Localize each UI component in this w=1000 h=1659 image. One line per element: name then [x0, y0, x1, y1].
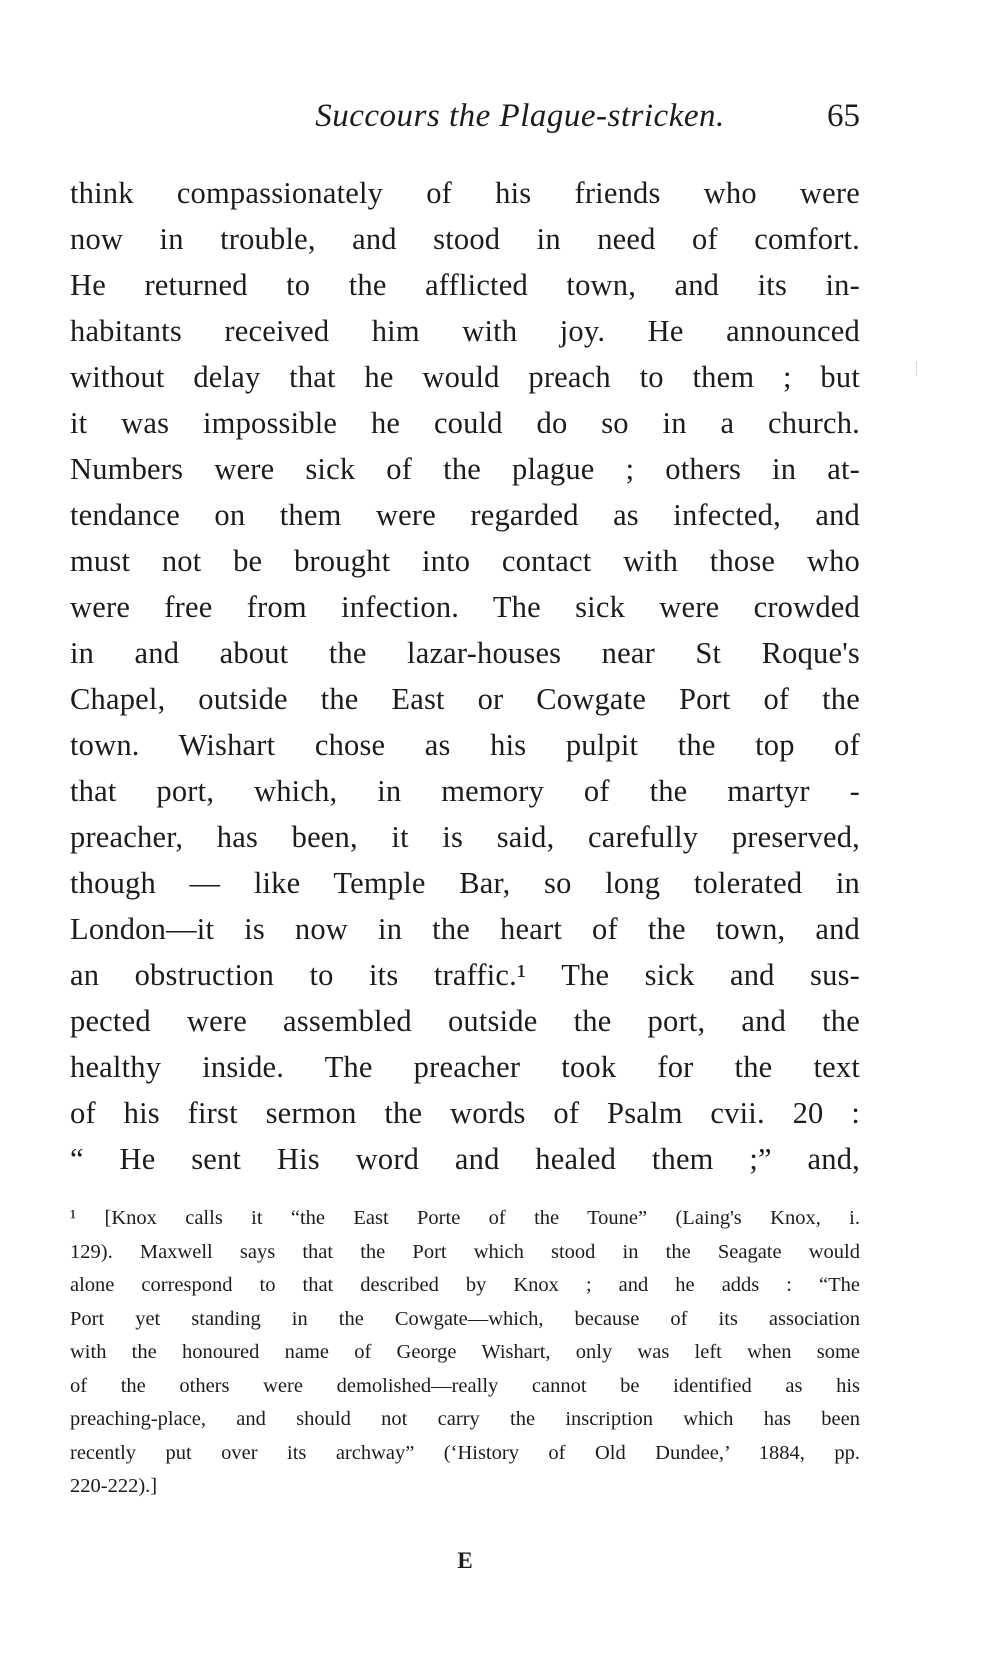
text-line: now in trouble, and stood in need of comfort.: [70, 222, 860, 256]
text-line: habitants received him with joy. He announced: [70, 314, 860, 348]
text-line: London—it is now in the heart of the town, and: [70, 912, 860, 946]
text-line: without delay that he would preach to them ; but: [70, 360, 860, 394]
text-line: pected were assembled outside the port, and the: [70, 1004, 860, 1038]
footnote-line: alone correspond to that described by Knox ; and he adds : “The: [70, 1274, 860, 1296]
text-line: town. Wishart chose as his pulpit the top of: [70, 728, 860, 762]
text-line: Chapel, outside the East or Cowgate Port of the: [70, 682, 860, 716]
footnote-line: with the honoured name of George Wishart, only was left when some: [70, 1341, 860, 1363]
body-text: [70, 170, 860, 1182]
text-line: healthy inside. The preacher took for the text: [70, 1050, 860, 1084]
text-line: were free from infection. The sick were crowded: [70, 590, 860, 624]
footnote-line: Port yet standing in the Cowgate—which, because of its association: [70, 1307, 860, 1330]
running-title: Succours the Plague-stricken.: [315, 98, 725, 134]
text-line: in and about the lazar-houses near St Roque's: [70, 636, 860, 670]
footnote-line: 220-222).]: [70, 1475, 158, 1497]
margin-speck: [916, 362, 919, 376]
footnote: [70, 1202, 860, 1504]
signature-mark: E: [457, 1548, 473, 1573]
footnote-line: preaching-place, and should not carry the inscription which has been: [70, 1408, 860, 1430]
footnote-line: of the others were demolished—really cannot be identified as his: [70, 1374, 860, 1397]
text-line: preacher, has been, it is said, carefully preserved,: [70, 820, 860, 854]
text-line: must not be brought into contact with those who: [70, 544, 860, 578]
text-line: tendance on them were regarded as infected, and: [70, 498, 860, 532]
text-line: that port, which, in memory of the martyr -: [70, 774, 860, 808]
footnote-line: recently put over its archway” (‘History of Old Dundee,’ 1884, pp.: [70, 1441, 860, 1464]
text-line: Numbers were sick of the plague ; others in at-: [70, 452, 860, 486]
footnote-line: 129). Maxwell says that the Port which stood in the Seagate would: [70, 1240, 860, 1263]
text-line: “ He sent His word and healed them ;” and,: [70, 1142, 860, 1176]
running-head: [70, 98, 860, 146]
text-line: of his first sermon the words of Psalm cvii. 20 :: [70, 1096, 860, 1130]
text-line: He returned to the afflicted town, and its in-: [70, 268, 860, 302]
text-line: think compassionately of his friends who were: [70, 176, 860, 210]
footnote-line: ¹ [Knox calls it “the East Porte of the Toune” (Laing's Knox, i.: [70, 1207, 860, 1229]
text-line: an obstruction to its traffic.¹ The sick and sus-: [70, 958, 860, 992]
text-line: it was impossible he could do so in a church.: [70, 406, 860, 440]
page-number: 65: [827, 98, 860, 134]
text-line: though — like Temple Bar, so long tolerated in: [70, 866, 860, 900]
